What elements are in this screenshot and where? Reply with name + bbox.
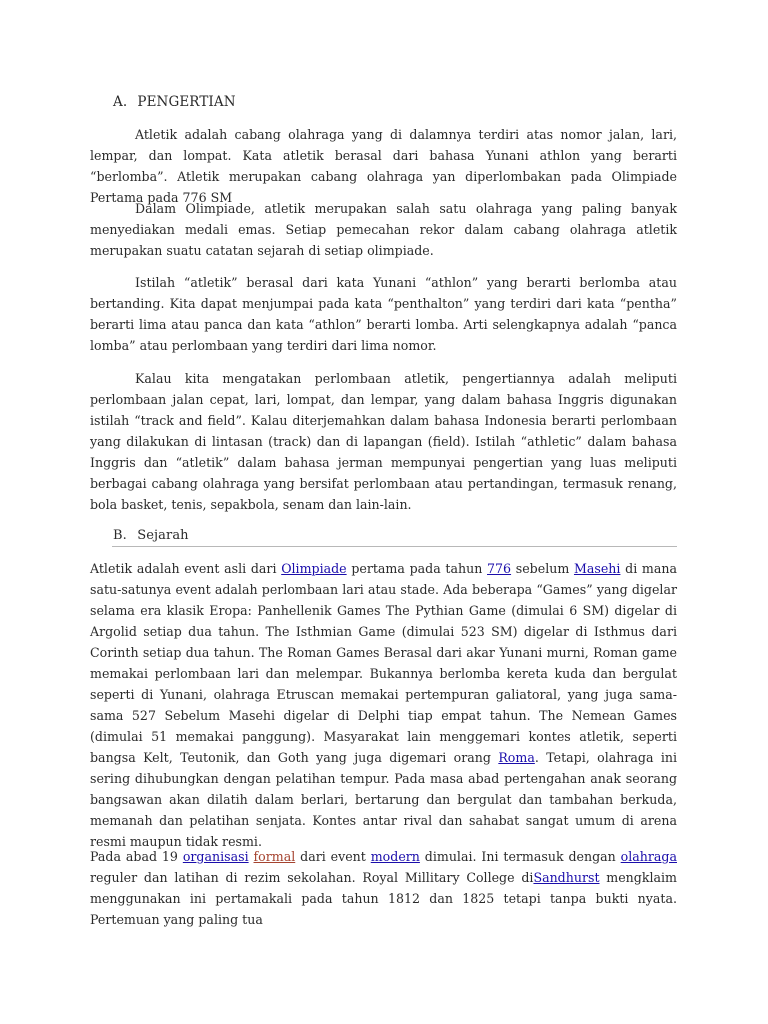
paragraph-pengertian-1: Atletik adalah cabang olahraga yang di dalamnya terdiri atas nomor jalan, lari, lempar, dan lompat. Kata atletik berasal dari bahasa Yunani athlon yang berarti “berlomba”. Atletik merupakan cabang olahraga yan diperlombakan pada Olimpiade Pertama pada 776 SM — [90, 127, 677, 205]
link-organisasi[interactable]: organisasi — [182, 849, 249, 864]
link-masehi[interactable]: Masehi — [573, 561, 621, 576]
text-run: mengklaim menggunakan ini pertamakali pada tahun 1812 dan 1825 tetapi tanpa bukti nyata. Pertemuan yang paling tua — [90, 870, 677, 927]
paragraph-sejarah-1 — [90, 558, 677, 852]
text-run: dimulai. Ini termasuk dengan — [419, 849, 621, 864]
link-modern[interactable]: modern — [370, 849, 420, 864]
heading-sejarah — [113, 528, 189, 543]
text-run: reguler dan latihan di rezim sekolahan. Royal Millitary College di — [90, 870, 534, 885]
link-olimpiade[interactable]: Olimpiade — [281, 561, 347, 576]
link-olahraga[interactable]: olahraga — [620, 849, 677, 864]
paragraph-pengertian-3: Istilah “atletik” berasal dari kata Yunani “athlon” yang berarti berlomba atau bertanding. Kita dapat menjumpai pada kata “penthalton” yang terdiri dari kata “pentha” berarti lima atau panca dan kata “athlon” berarti lomba. Arti selengkapnya adalah “panca lomba” atau perlombaan yang terdiri dari lima nomor. — [90, 275, 677, 353]
paragraph-sejarah-2 — [90, 846, 677, 930]
heading-a-title: PENGERTIAN — [137, 94, 236, 110]
heading-b-number: B. — [113, 528, 127, 543]
link-formal[interactable]: formal — [253, 849, 296, 864]
text-run: Atletik adalah event asli dari — [90, 561, 282, 576]
link-776[interactable]: 776 — [487, 561, 512, 576]
link-roma[interactable]: Roma — [498, 750, 535, 765]
heading-a-number: A. — [113, 94, 128, 110]
heading-b-title: Sejarah — [137, 528, 189, 543]
paragraph-pengertian-4: Kalau kita mengatakan perlombaan atletik, pengertiannya adalah meliputi perlombaan jalan cepat, lari, lompat, dan lempar, yang dalam bahasa Inggris digunakan istilah “track and field”. Kalau diterjemahkan dalam bahasa Indonesia berarti perlombaan yang dilakukan di lintasan (track) dan di lapangan (field). Istilah “athletic” dalam bahasa Inggris dan “atletik” dalam bahasa jerman mempunyai pengertian yang luas meliputi berbagai cabang olahraga yang bersifat perlombaan atau pertandingan, termasuk renang, bola basket, tenis, sepakbola, senam dan lain-lain. — [90, 371, 677, 512]
text-run: Pada abad 19 — [90, 849, 183, 864]
link-sandhurst[interactable]: Sandhurst — [533, 870, 600, 885]
text-run: . Tetapi, olahraga ini sering dihubungkan dengan pelatihan tempur. Pada masa abad pertengahan anak seorang bangsawan akan dilatih dalam berlari, bertarung dan bergulat dan tambahan berkuda, memanah dan pelatihan senjata. Kontes antar rival dan sahabat sangat umum di arena resmi maupun tidak resmi. — [90, 750, 677, 849]
heading-pengertian — [113, 94, 236, 110]
text-run: dari event — [295, 849, 371, 864]
text-run: pertama pada tahun — [346, 561, 488, 576]
text-run: sebelum — [511, 561, 574, 576]
paragraph-pengertian-2: Dalam Olimpiade, atletik merupakan salah satu olahraga yang paling banyak menyediakan medali emas. Setiap pemecahan rekor dalam cabang olahraga atletik merupakan suatu catatan sejarah di setiap olimpiade. — [90, 201, 677, 258]
heading-divider — [112, 546, 677, 547]
text-run: di mana satu-satunya event adalah perlombaan lari atau stade. Ada beberapa “Games” yang digelar selama era klasik Eropa: Panhellenik Games The Pythian Game (dimulai 6 SM) digelar di Argolid setiap dua tahun. The Isthmian Game (dimulai 523 SM) digelar di Isthmus dari Corinth setiap dua tahun. The Roman Games Berasal dari akar Yunani murni, Roman game memakai perlombaan lari dan melempar. Bukannya berlomba kereta kuda dan bergulat seperti di Yunani, olahraga Etruscan memakai pertempuran galiatoral, yang juga sama-sama 527 Sebelum Masehi digelar di Delphi tiap empat tahun. The Nemean Games (dimulai 51 memakai panggung). Masyarakat lain menggemari kontes atletik, seperti bangsa Kelt, Teutonik, dan Goth yang juga digemari orang — [90, 561, 677, 765]
